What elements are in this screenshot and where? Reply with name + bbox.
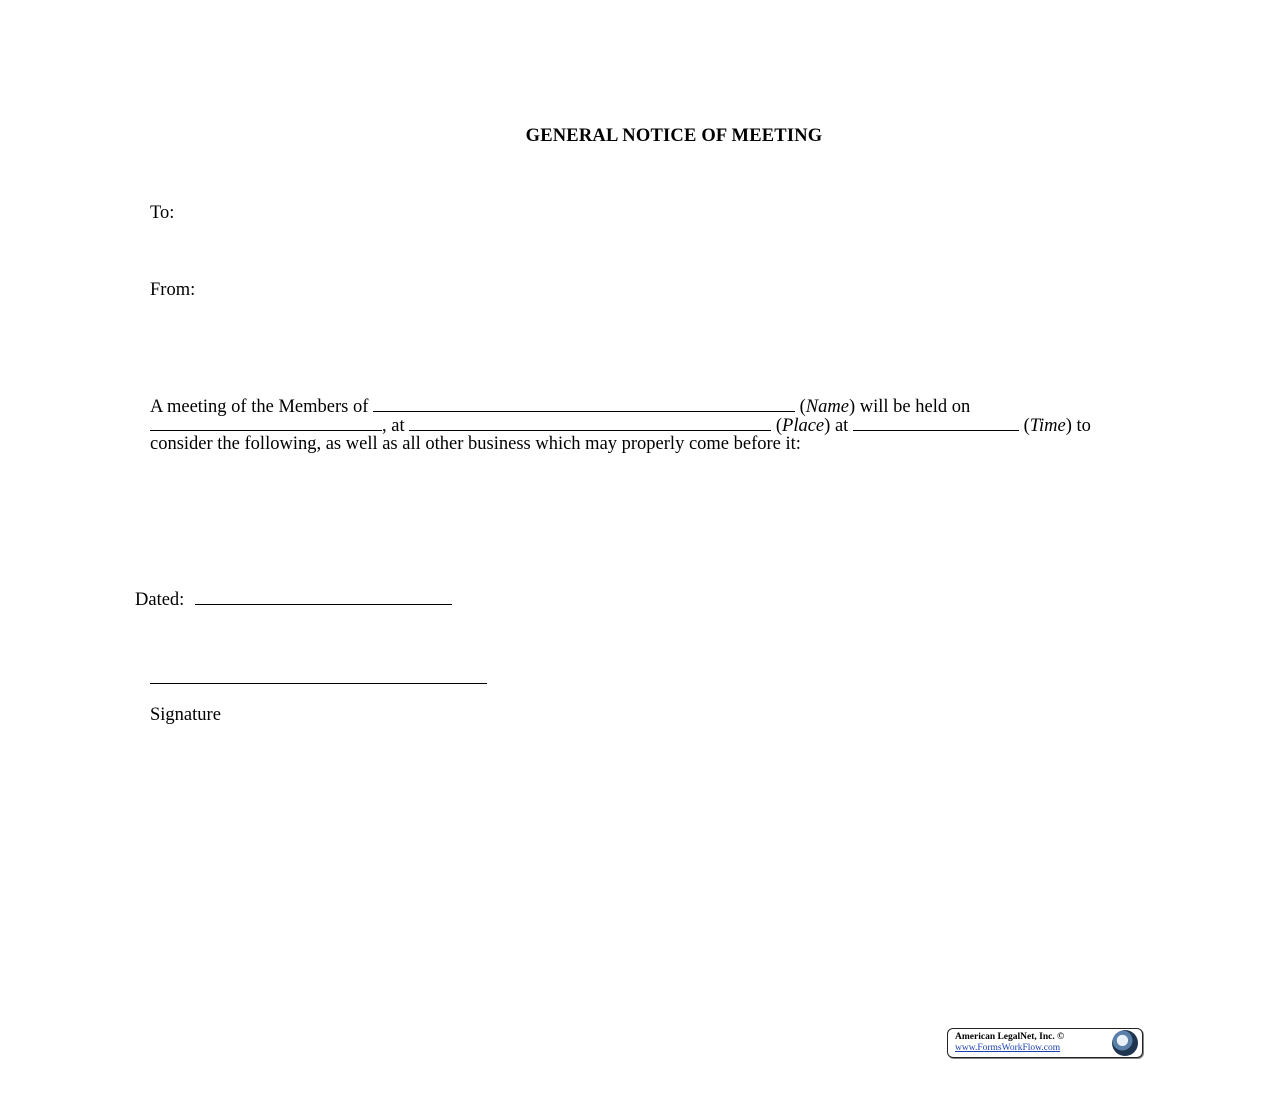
meeting-paragraph-line-3: consider the following, as well as all other business which may properly come before it: <box>150 434 801 454</box>
meeting-paragraph-line-2: , at (Place) at (Time) to <box>150 416 1091 437</box>
dated-blank[interactable] <box>195 590 452 605</box>
at-text: , at <box>382 416 405 436</box>
footer-badge[interactable] <box>947 1028 1143 1058</box>
badge-website-link[interactable]: www.FormsWorkFlow.com <box>955 1043 1061 1053</box>
line1-suffix: will be held on <box>859 397 971 417</box>
dated-label: Dated: <box>135 590 185 610</box>
organization-name-blank[interactable] <box>373 397 795 412</box>
place-blank[interactable] <box>409 416 771 431</box>
name-hint: Name <box>805 397 849 417</box>
document-title: GENERAL NOTICE OF MEETING <box>525 126 823 146</box>
signature-line[interactable] <box>150 670 487 684</box>
at-text-2: at <box>834 416 849 436</box>
dated-row <box>135 590 452 611</box>
line2-suffix: to <box>1076 416 1091 436</box>
globe-logo-icon <box>1112 1030 1138 1056</box>
signature-label: Signature <box>150 705 221 725</box>
date-blank[interactable] <box>150 416 382 431</box>
meeting-paragraph-line-1: A meeting of the Members of (Name) will be held on <box>150 397 971 417</box>
from-label: From: <box>150 280 196 300</box>
place-hint: Place <box>782 416 825 436</box>
line1-prefix: A meeting of the Members of <box>150 397 369 417</box>
badge-company: American LegalNet, Inc. © <box>955 1032 1065 1042</box>
time-blank[interactable] <box>853 416 1019 431</box>
time-hint: Time <box>1029 416 1066 436</box>
to-label: To: <box>150 203 175 223</box>
